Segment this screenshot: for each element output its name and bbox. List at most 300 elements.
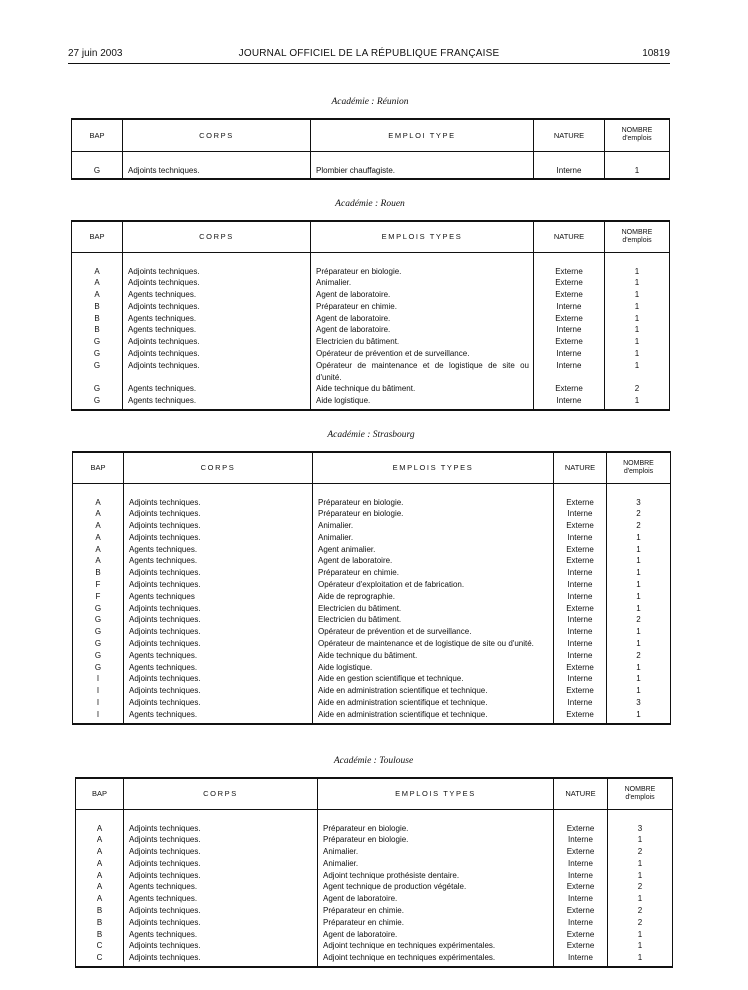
table-row xyxy=(72,301,670,313)
column-header-corps: CORPS xyxy=(124,452,313,483)
table-header xyxy=(72,221,670,252)
corps-cell: Agents techniques xyxy=(124,591,313,603)
corps-cell: Adjoints techniques. xyxy=(124,697,313,709)
spacer-row xyxy=(72,151,670,165)
count-cell: 1 xyxy=(607,579,671,591)
corps-cell: Adjoints techniques. xyxy=(124,638,313,650)
corps-cell: Agents techniques. xyxy=(123,289,311,301)
corps-cell: Adjoints techniques. xyxy=(124,858,318,870)
bap-cell: A xyxy=(76,881,124,893)
emploi-type-cell: Préparateur en biologie. xyxy=(318,823,554,835)
count-cell: 2 xyxy=(608,905,673,917)
corps-cell: Agents techniques. xyxy=(123,383,311,395)
table-row xyxy=(72,324,670,336)
emploi-type-cell: Préparateur en chimie. xyxy=(318,905,554,917)
column-header-bap: BAP xyxy=(76,778,124,809)
table-row xyxy=(73,544,671,556)
nature-cell: Interne xyxy=(554,532,607,544)
nature-cell: Externe xyxy=(554,685,607,697)
count-cell: 3 xyxy=(608,823,673,835)
bap-cell: G xyxy=(72,336,123,348)
count-cell: 1 xyxy=(608,858,673,870)
nature-cell: Interne xyxy=(554,834,608,846)
bap-cell: C xyxy=(76,940,124,952)
header-row xyxy=(76,778,673,809)
corps-cell: Adjoints techniques. xyxy=(124,603,313,615)
count-cell: 1 xyxy=(607,685,671,697)
nature-cell: Externe xyxy=(554,520,607,532)
corps-cell: Agents techniques. xyxy=(123,313,311,325)
count-cell: 1 xyxy=(607,567,671,579)
emploi-type-cell: Aide en administration scientifique et technique. xyxy=(313,685,554,697)
corps-cell: Adjoints techniques. xyxy=(123,348,311,360)
emploi-type-cell: Préparateur en biologie. xyxy=(311,266,534,278)
emploi-type-cell: Electricien du bâtiment. xyxy=(313,603,554,615)
count-cell: 1 xyxy=(605,277,670,289)
bap-cell: G xyxy=(72,360,123,384)
bap-cell: B xyxy=(72,301,123,313)
nature-cell: Externe xyxy=(534,383,605,395)
spacer-cell xyxy=(607,483,671,497)
table-row xyxy=(73,650,671,662)
corps-cell: Agents techniques. xyxy=(124,929,318,941)
spacer-cell xyxy=(608,809,673,823)
bap-cell: B xyxy=(76,929,124,941)
spacer-cell xyxy=(534,151,605,165)
bap-cell: G xyxy=(72,395,123,410)
emploi-type-cell: Adjoint technique en techniques expérimentales. xyxy=(318,940,554,952)
emploi-type-cell: Aide en administration scientifique et technique. xyxy=(313,697,554,709)
column-header-bap: BAP xyxy=(73,452,124,483)
nombre-label: NOMBRE xyxy=(624,785,656,793)
nombre-label: NOMBRE xyxy=(621,127,653,135)
count-cell: 2 xyxy=(607,614,671,626)
spacer-cell xyxy=(72,252,123,266)
emploi-type-cell: Préparateur en biologie. xyxy=(318,834,554,846)
bap-cell: A xyxy=(72,266,123,278)
nature-cell: Externe xyxy=(534,266,605,278)
count-cell: 3 xyxy=(607,697,671,709)
table-row xyxy=(73,709,671,724)
emploi-type-cell: Préparateur en chimie. xyxy=(311,301,534,313)
bap-cell: B xyxy=(73,567,124,579)
column-header-nature: NATURE xyxy=(534,119,605,151)
corps-cell: Agents techniques. xyxy=(124,650,313,662)
count-cell: 1 xyxy=(607,532,671,544)
nature-cell: Interne xyxy=(554,697,607,709)
table-body xyxy=(76,809,673,967)
corps-cell: Adjoints techniques. xyxy=(124,823,318,835)
table-row xyxy=(73,626,671,638)
count-cell: 1 xyxy=(608,870,673,882)
nature-cell: Interne xyxy=(554,626,607,638)
column-header-emploi: EMPLOIS TYPES xyxy=(318,778,554,809)
bap-cell: G xyxy=(73,662,124,674)
emploi-type-cell: Préparateur en biologie. xyxy=(313,497,554,509)
spacer-cell xyxy=(605,151,670,165)
corps-cell: Adjoints techniques. xyxy=(124,567,313,579)
bap-cell: A xyxy=(73,532,124,544)
corps-cell: Adjoints techniques. xyxy=(124,520,313,532)
count-cell: 1 xyxy=(607,626,671,638)
table-row xyxy=(72,395,670,410)
emploi-type-cell: Plombier chauffagiste. xyxy=(311,165,534,180)
table-row xyxy=(76,834,673,846)
bap-cell: G xyxy=(73,603,124,615)
corps-cell: Adjoints techniques. xyxy=(124,846,318,858)
emploi-type-cell: Animalier. xyxy=(311,277,534,289)
corps-cell: Adjoints techniques. xyxy=(124,532,313,544)
section-title: Académie : Toulouse xyxy=(333,756,414,766)
column-header-nature: NATURE xyxy=(554,778,608,809)
emploi-type-cell: Animalier. xyxy=(313,520,554,532)
column-header-nombre xyxy=(605,119,670,151)
emploi-type-cell: Animalier. xyxy=(318,858,554,870)
nature-cell: Externe xyxy=(534,277,605,289)
nature-cell: Interne xyxy=(554,567,607,579)
emploi-type-cell: Agent de laboratoire. xyxy=(311,313,534,325)
emploi-type-cell: Agent de laboratoire. xyxy=(313,555,554,567)
page-number: 10819 xyxy=(642,48,670,59)
emploi-type-cell: Agent animalier. xyxy=(313,544,554,556)
table-row xyxy=(73,567,671,579)
corps-cell: Adjoints techniques. xyxy=(124,870,318,882)
column-header-bap: BAP xyxy=(72,119,123,151)
emploi-type-cell: Animalier. xyxy=(313,532,554,544)
table-row xyxy=(76,893,673,905)
nature-cell: Externe xyxy=(534,336,605,348)
nature-cell: Externe xyxy=(554,555,607,567)
bap-cell: A xyxy=(76,846,124,858)
corps-cell: Agents techniques. xyxy=(124,555,313,567)
corps-cell: Adjoints techniques. xyxy=(123,277,311,289)
emploi-type-cell: Aide logistique. xyxy=(313,662,554,674)
column-header-nombre xyxy=(607,452,671,483)
spacer-cell xyxy=(124,483,313,497)
table-row xyxy=(72,313,670,325)
emploi-type-cell: Aide technique du bâtiment. xyxy=(311,383,534,395)
count-cell: 1 xyxy=(608,893,673,905)
corps-cell: Adjoints techniques. xyxy=(124,614,313,626)
count-cell: 1 xyxy=(608,929,673,941)
corps-cell: Adjoints techniques. xyxy=(124,905,318,917)
column-header-nature: NATURE xyxy=(554,452,607,483)
section-title: Académie : Réunion xyxy=(331,97,409,107)
nature-cell: Interne xyxy=(534,348,605,360)
nature-cell: Externe xyxy=(554,497,607,509)
spacer-cell xyxy=(311,151,534,165)
bap-cell: G xyxy=(73,626,124,638)
count-cell: 2 xyxy=(608,846,673,858)
count-cell: 1 xyxy=(607,544,671,556)
nature-cell: Interne xyxy=(534,395,605,410)
table-row xyxy=(72,266,670,278)
emploi-type-cell: Electricien du bâtiment. xyxy=(313,614,554,626)
publication-date: 27 juin 2003 xyxy=(68,48,123,59)
table-row xyxy=(76,929,673,941)
nature-cell: Externe xyxy=(554,881,608,893)
nature-cell: Interne xyxy=(554,591,607,603)
nature-cell: Interne xyxy=(554,952,608,967)
nature-cell: Interne xyxy=(554,579,607,591)
section-title: Académie : Rouen xyxy=(335,199,405,209)
corps-cell: Adjoints techniques. xyxy=(124,952,318,967)
column-header-nature: NATURE xyxy=(534,221,605,252)
corps-cell: Adjoints techniques. xyxy=(123,336,311,348)
nature-cell: Interne xyxy=(554,650,607,662)
table-row xyxy=(76,858,673,870)
corps-cell: Adjoints techniques. xyxy=(123,301,311,313)
spacer-row xyxy=(72,252,670,266)
nature-cell: Interne xyxy=(554,870,608,882)
table-row xyxy=(73,508,671,520)
journal-title: JOURNAL OFFICIEL DE LA RÉPUBLIQUE FRANÇAISE xyxy=(238,48,500,59)
emploi-type-cell: Aide en gestion scientifique et technique. xyxy=(313,673,554,685)
bap-cell: A xyxy=(76,834,124,846)
bap-cell: G xyxy=(73,614,124,626)
bap-cell: G xyxy=(72,165,123,180)
table-row xyxy=(76,870,673,882)
count-cell: 1 xyxy=(605,266,670,278)
header-row xyxy=(72,119,670,151)
bap-cell: I xyxy=(73,709,124,724)
count-cell: 1 xyxy=(605,313,670,325)
table-row xyxy=(73,697,671,709)
table-row xyxy=(73,685,671,697)
emploi-type-cell: Opérateur de maintenance et de logistique de site ou d'unité. xyxy=(313,638,554,650)
table-row xyxy=(72,165,670,180)
nature-cell: Interne xyxy=(534,324,605,336)
table-row xyxy=(73,520,671,532)
bap-cell: A xyxy=(76,870,124,882)
corps-cell: Adjoints techniques. xyxy=(124,579,313,591)
nature-cell: Interne xyxy=(554,893,608,905)
count-cell: 2 xyxy=(608,917,673,929)
corps-cell: Agents techniques. xyxy=(124,893,318,905)
emploi-type-cell: Opérateur de prévention et de surveillance. xyxy=(311,348,534,360)
emploi-type-cell: Préparateur en chimie. xyxy=(318,917,554,929)
nature-cell: Interne xyxy=(554,673,607,685)
bap-cell: G xyxy=(73,638,124,650)
bap-cell: A xyxy=(76,823,124,835)
column-header-corps: CORPS xyxy=(123,119,311,151)
section-title: Académie : Strasbourg xyxy=(327,430,415,440)
spacer-cell xyxy=(73,483,124,497)
bap-cell: A xyxy=(73,497,124,509)
count-cell: 3 xyxy=(607,497,671,509)
table-header xyxy=(73,452,671,483)
count-cell: 1 xyxy=(605,289,670,301)
emploi-type-cell: Agent de laboratoire. xyxy=(311,324,534,336)
count-cell: 1 xyxy=(605,324,670,336)
emploi-type-cell: Aide en administration scientifique et technique. xyxy=(313,709,554,724)
header-row xyxy=(72,221,670,252)
bap-cell: A xyxy=(73,508,124,520)
corps-cell: Adjoints techniques. xyxy=(124,940,318,952)
count-cell: 1 xyxy=(605,360,670,384)
count-cell: 1 xyxy=(608,952,673,967)
table-row xyxy=(76,917,673,929)
nombre-label: NOMBRE xyxy=(621,228,653,236)
corps-cell: Adjoints techniques. xyxy=(123,165,311,180)
table-row xyxy=(76,940,673,952)
count-cell: 1 xyxy=(605,395,670,410)
column-header-emploi: EMPLOIS TYPES xyxy=(313,452,554,483)
emploi-type-cell: Préparateur en chimie. xyxy=(313,567,554,579)
table-row xyxy=(73,579,671,591)
corps-cell: Adjoints techniques. xyxy=(124,917,318,929)
spacer-cell xyxy=(554,483,607,497)
corps-cell: Agents techniques. xyxy=(124,544,313,556)
corps-cell: Adjoints techniques. xyxy=(123,266,311,278)
nature-cell: Interne xyxy=(534,360,605,384)
header-divider xyxy=(68,63,670,64)
emploi-type-cell: Opérateur d'exploitation et de fabrication. xyxy=(313,579,554,591)
emploi-type-cell: Agent de laboratoire. xyxy=(318,893,554,905)
count-cell: 1 xyxy=(605,348,670,360)
count-cell: 1 xyxy=(607,555,671,567)
bap-cell: B xyxy=(72,324,123,336)
count-cell: 1 xyxy=(607,662,671,674)
nature-cell: Interne xyxy=(554,614,607,626)
emploi-type-cell: Animalier. xyxy=(318,846,554,858)
column-header-bap: BAP xyxy=(72,221,123,252)
corps-cell: Adjoints techniques. xyxy=(124,497,313,509)
emploi-type-cell: Electricien du bâtiment. xyxy=(311,336,534,348)
table-row xyxy=(73,638,671,650)
nature-cell: Externe xyxy=(554,905,608,917)
spacer-cell xyxy=(124,809,318,823)
count-cell: 1 xyxy=(608,940,673,952)
table-row xyxy=(72,360,670,384)
table-row xyxy=(72,383,670,395)
table-row xyxy=(73,555,671,567)
corps-cell: Agents techniques. xyxy=(124,662,313,674)
corps-cell: Agents techniques. xyxy=(123,395,311,410)
spacer-cell xyxy=(534,252,605,266)
nature-cell: Interne xyxy=(554,638,607,650)
emploi-type-cell: Agent de laboratoire. xyxy=(311,289,534,301)
table-row xyxy=(73,603,671,615)
count-cell: 1 xyxy=(607,673,671,685)
table-row xyxy=(72,348,670,360)
spacer-cell xyxy=(318,809,554,823)
column-header-corps: CORPS xyxy=(123,221,311,252)
column-header-emploi: EMPLOI TYPE xyxy=(311,119,534,151)
spacer-cell xyxy=(605,252,670,266)
nature-cell: Interne xyxy=(554,917,608,929)
table-row xyxy=(72,277,670,289)
bap-cell: A xyxy=(76,858,124,870)
spacer-row xyxy=(76,809,673,823)
corps-cell: Adjoints techniques. xyxy=(124,834,318,846)
table-row xyxy=(73,614,671,626)
bap-cell: A xyxy=(73,555,124,567)
table-row xyxy=(73,591,671,603)
spacer-row xyxy=(73,483,671,497)
emploi-type-cell: Aide de reprographie. xyxy=(313,591,554,603)
nature-cell: Externe xyxy=(554,709,607,724)
corps-cell: Adjoints techniques. xyxy=(123,360,311,384)
count-cell: 1 xyxy=(605,336,670,348)
table-body xyxy=(72,252,670,410)
emplois-label: d'emplois xyxy=(623,467,654,475)
emploi-type-cell: Adjoint technique prothésiste dentaire. xyxy=(318,870,554,882)
table-row xyxy=(72,289,670,301)
nature-cell: Interne xyxy=(554,508,607,520)
recruitment-table xyxy=(71,220,670,411)
recruitment-table xyxy=(72,451,671,725)
spacer-cell xyxy=(123,151,311,165)
count-cell: 1 xyxy=(605,301,670,313)
bap-cell: I xyxy=(73,697,124,709)
nature-cell: Interne xyxy=(554,858,608,870)
spacer-cell xyxy=(72,151,123,165)
nature-cell: Externe xyxy=(534,289,605,301)
nombre-label: NOMBRE xyxy=(623,459,654,467)
page-header xyxy=(68,48,670,62)
bap-cell: F xyxy=(73,591,124,603)
column-header-emploi: EMPLOIS TYPES xyxy=(311,221,534,252)
bap-cell: B xyxy=(72,313,123,325)
bap-cell: A xyxy=(72,289,123,301)
nature-cell: Externe xyxy=(554,662,607,674)
recruitment-table xyxy=(71,118,670,180)
emploi-type-cell: Opérateur de maintenance et de logistique de site ou d'unité. xyxy=(311,360,534,384)
count-cell: 2 xyxy=(607,650,671,662)
bap-cell: C xyxy=(76,952,124,967)
nature-cell: Externe xyxy=(554,823,608,835)
bap-cell: I xyxy=(73,685,124,697)
table-row xyxy=(76,881,673,893)
bap-cell: G xyxy=(73,650,124,662)
emploi-type-cell: Opérateur de prévention et de surveillance. xyxy=(313,626,554,638)
nature-cell: Externe xyxy=(534,313,605,325)
emploi-type-cell: Préparateur en biologie. xyxy=(313,508,554,520)
emplois-label: d'emplois xyxy=(622,236,652,244)
nature-cell: Interne xyxy=(534,301,605,313)
nature-cell: Externe xyxy=(554,846,608,858)
spacer-cell xyxy=(123,252,311,266)
nature-cell: Externe xyxy=(554,603,607,615)
count-cell: 2 xyxy=(607,520,671,532)
count-cell: 1 xyxy=(607,638,671,650)
table-body xyxy=(72,151,670,179)
emplois-label: d'emplois xyxy=(625,793,655,801)
spacer-cell xyxy=(313,483,554,497)
table-body xyxy=(73,483,671,724)
count-cell: 1 xyxy=(607,591,671,603)
nature-cell: Externe xyxy=(554,544,607,556)
count-cell: 1 xyxy=(605,165,670,180)
corps-cell: Adjoints techniques. xyxy=(124,508,313,520)
bap-cell: A xyxy=(73,520,124,532)
nature-cell: Externe xyxy=(554,929,608,941)
table-row xyxy=(73,673,671,685)
bap-cell: G xyxy=(72,383,123,395)
nature-cell: Interne xyxy=(534,165,605,180)
bap-cell: I xyxy=(73,673,124,685)
table-row xyxy=(76,823,673,835)
corps-cell: Adjoints techniques. xyxy=(124,685,313,697)
table-row xyxy=(76,846,673,858)
header-row xyxy=(73,452,671,483)
table-row xyxy=(76,905,673,917)
emploi-type-cell: Agent technique de production végétale. xyxy=(318,881,554,893)
bap-cell: F xyxy=(73,579,124,591)
recruitment-table xyxy=(75,777,673,968)
spacer-cell xyxy=(311,252,534,266)
